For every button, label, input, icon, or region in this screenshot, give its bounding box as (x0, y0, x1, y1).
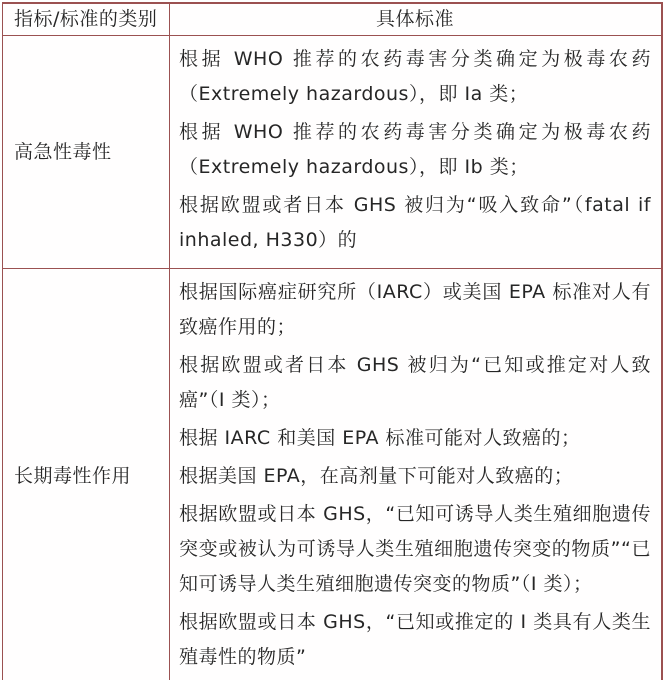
criterion-text: 根据欧盟或者日本 GHS 被归为“吸入致命”（fatal if inhaled, H330）的 (179, 194, 651, 251)
category-cell (3, 269, 170, 680)
criterion-text: 根据 WHO 推荐的农药毒害分类确定为极毒农药（Extremely hazardous），即 Ib 类； (179, 121, 651, 178)
category-label: 高急性毒性 (14, 140, 112, 163)
table-row-longterm-toxicity (3, 269, 661, 680)
standard-cell (170, 269, 661, 680)
table-header-row (3, 4, 661, 36)
table-row-acute-toxicity (3, 36, 661, 269)
criterion-text: 根据 WHO 推荐的农药毒害分类确定为极毒农药（Extremely hazardous），即 Ia 类； (179, 48, 651, 105)
header-standard-cell (170, 4, 661, 35)
criterion-text: 根据欧盟或日本 GHS，“已知或推定的 I 类具有人类生殖毒性的物质” (179, 611, 651, 668)
category-label: 长期毒性作用 (14, 464, 132, 487)
header-standard-label: 具体标准 (375, 8, 454, 30)
header-category-cell (3, 4, 170, 35)
criterion-text: 根据美国 EPA，在高剂量下可能对人致癌的； (179, 465, 574, 487)
header-category-label: 指标/标准的类别 (14, 8, 158, 30)
criterion-text: 根据国际癌症研究所（IARC）或美国 EPA 标准对人有致癌作用的； (179, 281, 651, 338)
criterion-text: 根据欧盟或日本 GHS，“已知可诱导人类生殖细胞遗传突变或被认为可诱导人类生殖细胞遗传突变的物质”“已知可诱导人类生殖细胞遗传突变的物质”（I 类）； (179, 503, 651, 595)
criterion-text: 根据 IARC 和美国 EPA 标准可能对人致癌的； (179, 427, 581, 449)
standard-cell (170, 36, 661, 268)
toxicity-standards-table (2, 2, 663, 680)
category-cell (3, 36, 170, 268)
criterion-text: 根据欧盟或者日本 GHS 被归为“已知或推定对人致癌”（I 类）； (179, 354, 651, 411)
